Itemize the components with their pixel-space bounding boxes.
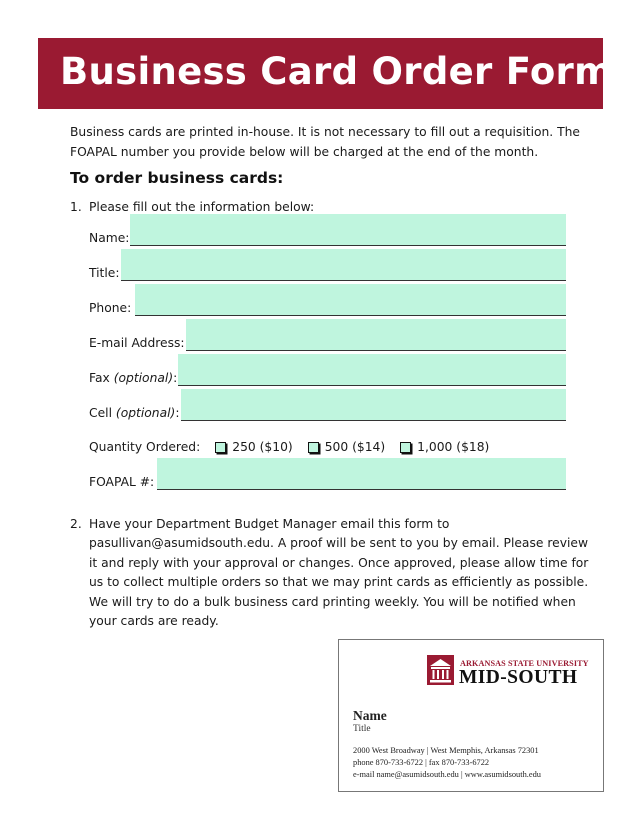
business-card-sample xyxy=(338,639,604,792)
fax-colon: : xyxy=(173,371,178,385)
card-title: Title xyxy=(353,724,371,734)
title-row xyxy=(89,249,566,281)
quantity-label: Quantity Ordered: xyxy=(89,440,201,454)
phone-field[interactable] xyxy=(135,284,566,316)
title-label: Title: xyxy=(89,266,120,280)
quantity-option-1000[interactable] xyxy=(400,440,489,454)
card-web: e-mail name@asumidsouth.edu | www.asumidsouth.edu xyxy=(353,770,541,779)
university-building-icon xyxy=(427,655,454,685)
intro-text: Business cards are printed in-house. It is not necessary to fill out a requisition. The FOAPAL number you provide below will be charged at the end of the month. xyxy=(70,125,580,159)
step-2 xyxy=(70,515,590,631)
page-title: Business Card Order Form xyxy=(60,50,613,93)
cell-field[interactable] xyxy=(181,389,566,421)
email-label: E-mail Address: xyxy=(89,336,185,350)
email-field[interactable] xyxy=(186,319,566,351)
cell-label-text: Cell xyxy=(89,406,112,420)
quantity-option-500[interactable] xyxy=(308,440,385,454)
checkbox-500[interactable] xyxy=(308,442,319,453)
logo-university-name: ARKANSAS STATE UNIVERSITY xyxy=(460,659,589,668)
step-1 xyxy=(70,200,314,214)
foapal-label: FOAPAL #: xyxy=(89,475,155,489)
card-address: 2000 West Broadway | West Memphis, Arkansas 72301 xyxy=(353,746,539,755)
cell-optional-note: (optional) xyxy=(115,406,176,420)
step-2-number: 2. xyxy=(70,517,82,531)
foapal-row xyxy=(89,458,566,490)
quantity-option-250[interactable] xyxy=(215,440,292,454)
step-1-number: 1. xyxy=(70,200,82,214)
cell-label xyxy=(89,406,180,421)
cell-colon: : xyxy=(175,406,180,420)
title-field[interactable] xyxy=(121,249,567,281)
card-phone: phone 870-733-6722 | fax 870-733-6722 xyxy=(353,758,490,767)
phone-row xyxy=(89,284,566,316)
quantity-option-500-label: 500 ($14) xyxy=(324,440,386,454)
fax-label-text: Fax xyxy=(89,371,110,385)
name-field[interactable] xyxy=(130,214,566,246)
fax-field[interactable] xyxy=(178,354,566,386)
foapal-field[interactable] xyxy=(157,458,566,490)
email-row xyxy=(89,319,566,351)
quantity-option-1000-label: 1,000 ($18) xyxy=(417,440,490,454)
section-heading: To order business cards: xyxy=(70,169,284,187)
card-name: Name xyxy=(353,708,387,723)
checkbox-250[interactable] xyxy=(215,442,226,453)
name-label: Name: xyxy=(89,231,130,245)
quantity-option-250-label: 250 ($10) xyxy=(232,440,293,454)
fax-row xyxy=(89,354,566,386)
step-1-text: Please fill out the information below: xyxy=(89,200,315,214)
quantity-row xyxy=(89,440,489,454)
phone-label: Phone: xyxy=(89,301,132,315)
university-logo xyxy=(427,653,592,689)
fax-optional-note: (optional) xyxy=(113,371,174,385)
checkbox-1000[interactable] xyxy=(400,442,411,453)
fax-label xyxy=(89,371,177,386)
title-banner xyxy=(38,38,613,109)
step-2-text: Have your Department Budget Manager email this form to pasullivan@asumidsouth.edu. A proof will be sent to you by email. Please review it and reply with your approval or changes. Once approved, please allow time for us to collect multiple orders so that we may print cards as efficiently as possible. We will try to do a bulk business card printing weekly. You will be notified when your cards are ready. xyxy=(89,517,589,629)
logo-campus-name: MID-SOUTH xyxy=(459,667,578,688)
cell-row xyxy=(89,389,566,421)
name-row xyxy=(89,214,566,246)
